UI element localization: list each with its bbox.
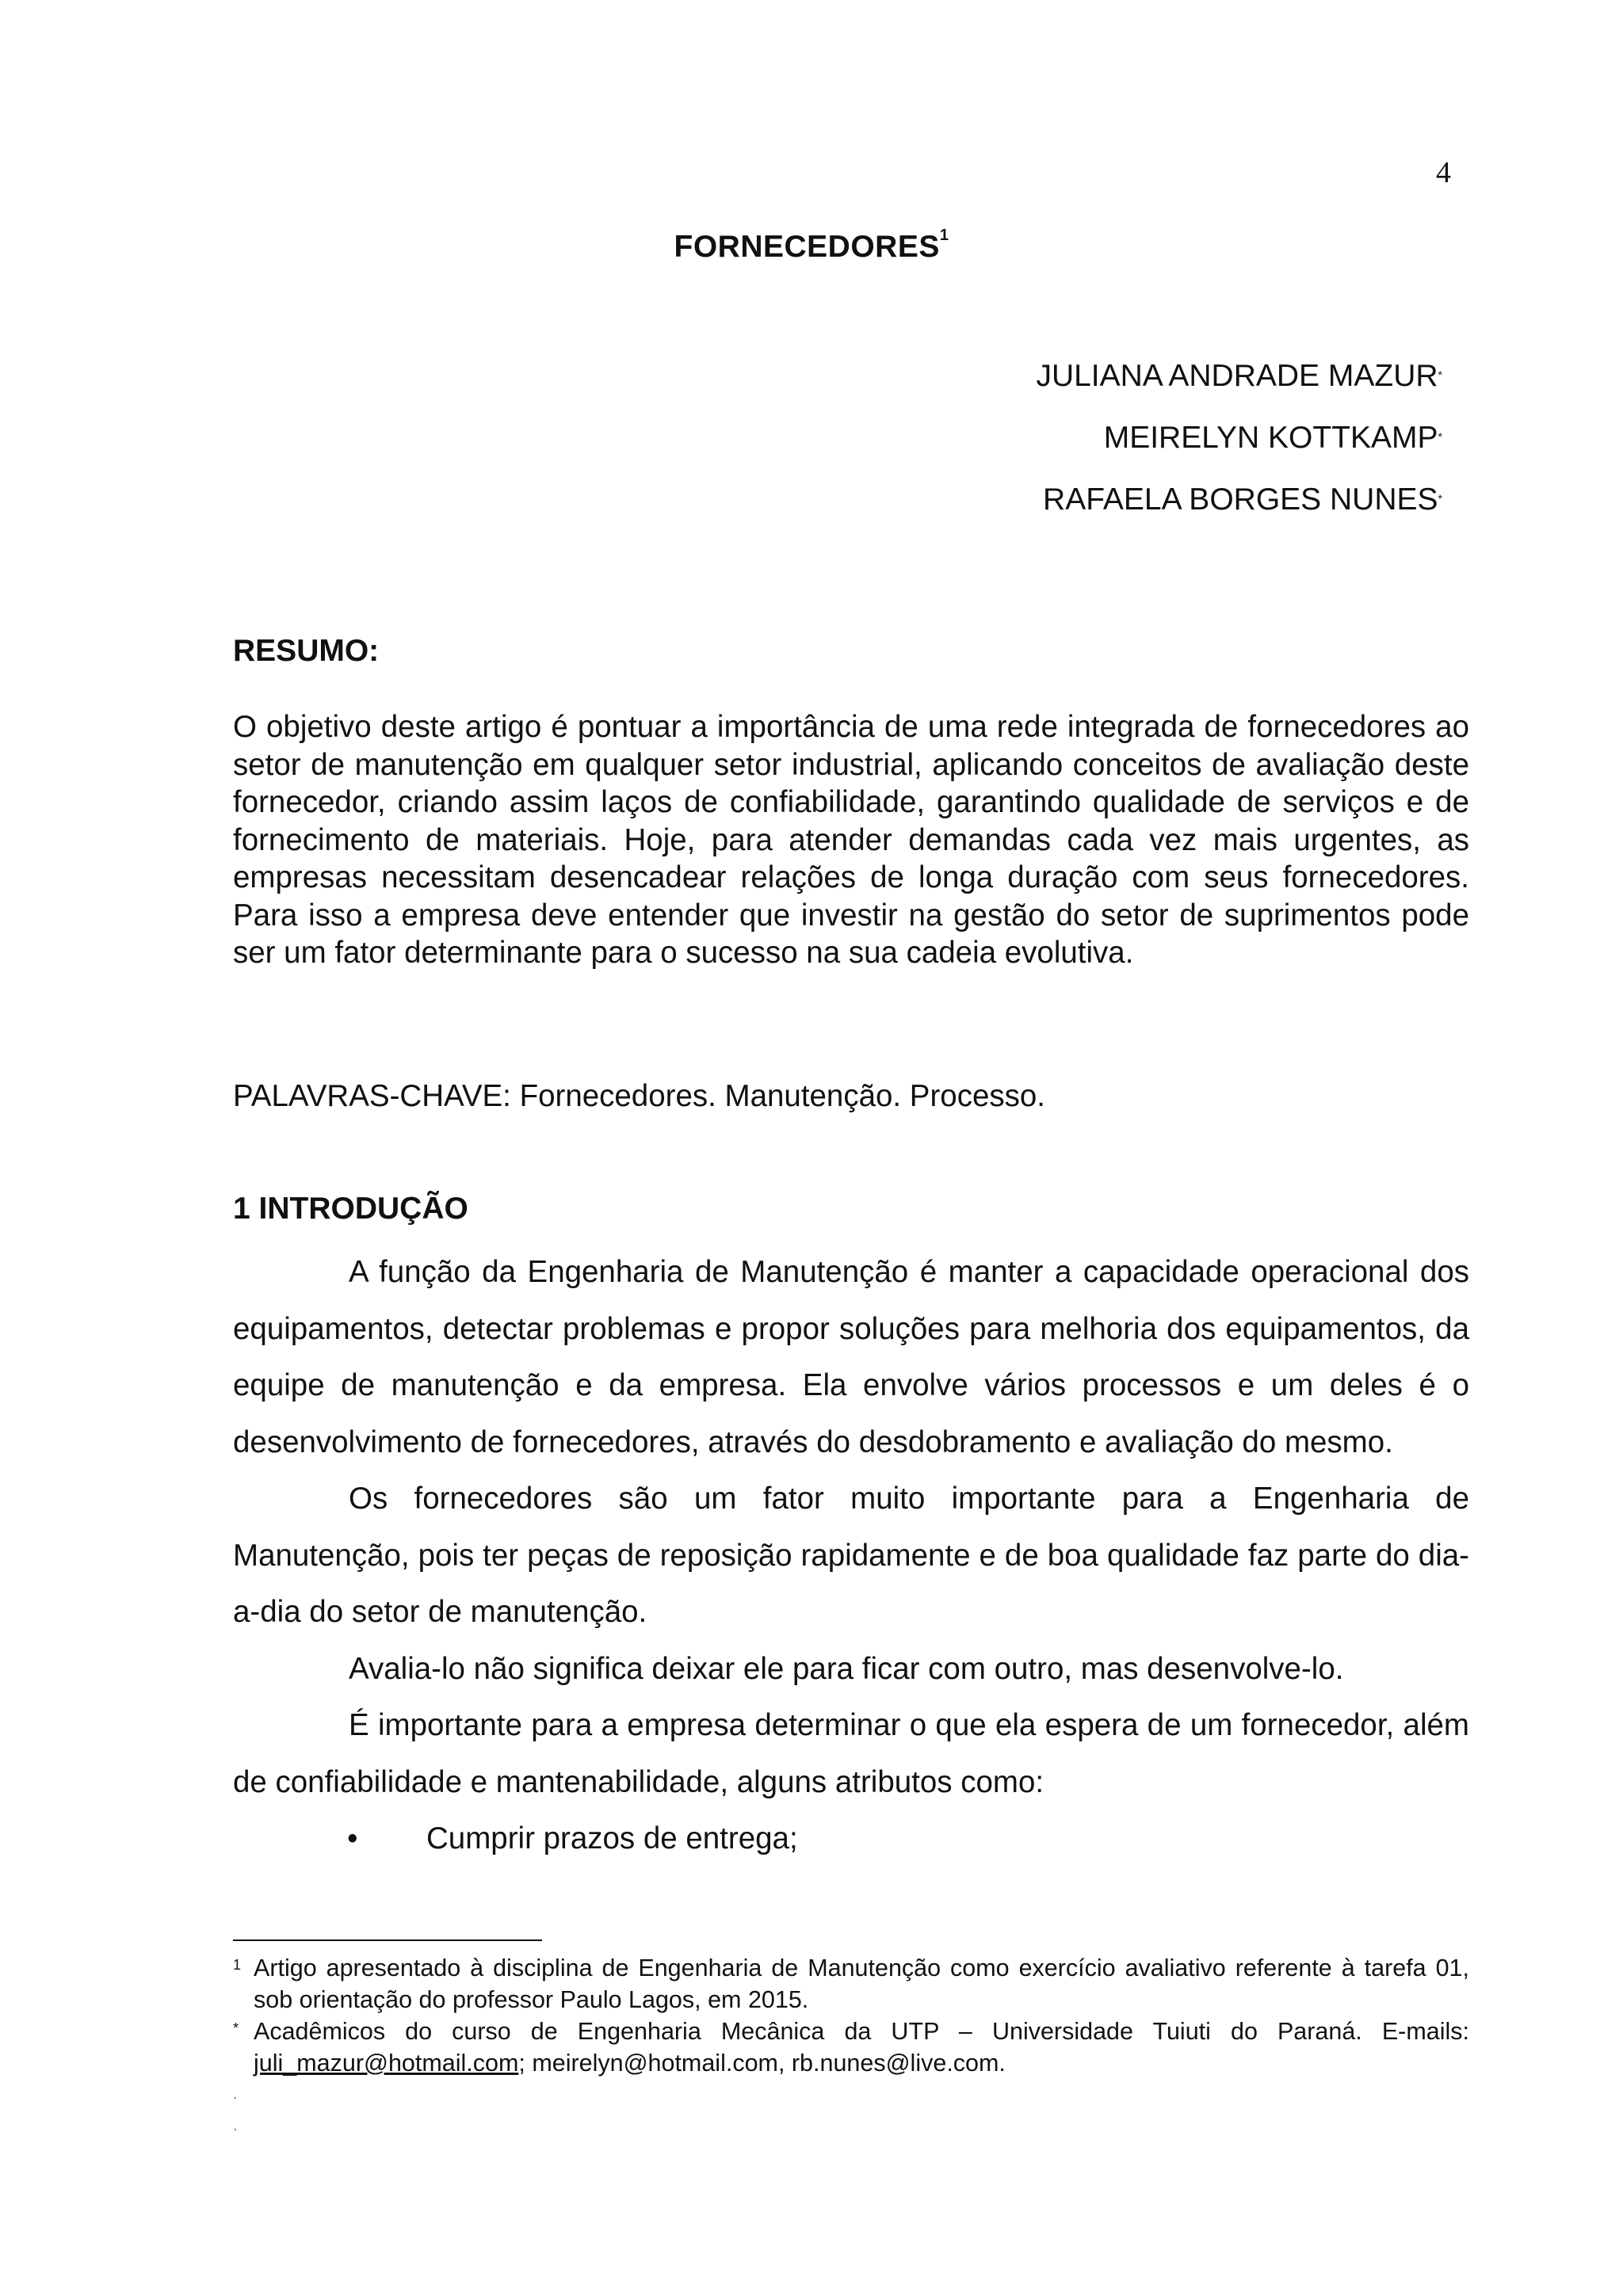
footnote <box>233 2016 1469 2079</box>
author-name: JULIANA ANDRADE MAZUR <box>1036 359 1438 393</box>
page-number: 4 <box>1436 156 1451 189</box>
title-footnote-marker: 1 <box>939 227 949 244</box>
author-list <box>1036 345 1442 531</box>
footnote <box>233 1952 1469 2016</box>
introduction-heading: 1 INTRODUÇÃO <box>233 1192 468 1226</box>
footnote-text: Acadêmicos do curso de Engenharia Mecânica da UTP – Universidade Tuiuti do Paraná. E-mails: <box>254 2018 1469 2045</box>
email-link[interactable]: juli_mazur@hotmail.com <box>254 2050 519 2077</box>
body-paragraph: A função da Engenharia de Manutenção é manter a capacidade operacional dos equipamentos, detectar problemas e propor soluções para melhoria dos equipamentos, da equipe de manutenção e da empresa. Ela envolve vários processos e um deles é o desenvolvimento de fornecedores, através do desdobramento e avaliação do mesmo. <box>233 1255 1469 1459</box>
keywords: PALAVRAS-CHAVE: Fornecedores. Manutenção. Processo. <box>233 1079 1045 1113</box>
footnote-rule <box>233 1939 542 1941</box>
bullet-item <box>233 1810 1469 1867</box>
author-marker: * <box>1438 368 1442 381</box>
bullet-dot: • <box>347 1821 358 1855</box>
footnote-marker: * <box>233 2020 239 2036</box>
footnote-text: Artigo apresentado à disciplina de Engenharia de Manutenção como exercício avaliativo referente à tarefa 01, sob orientação do professor Paulo Lagos, em 2015. <box>254 1955 1469 2013</box>
author-line <box>1036 407 1442 469</box>
author-line <box>1036 345 1442 407</box>
author-name: RAFAELA BORGES NUNES <box>1043 482 1438 517</box>
body-paragraph: Os fornecedores são um fator muito importante para a Engenharia de Manutenção, pois ter peças de reposição rapidamente e de boa qualidade faz parte do dia-a-dia do setor de manutenção. <box>233 1482 1469 1629</box>
page-title-text: FORNECEDORES <box>674 230 940 264</box>
abstract-text: O objetivo deste artigo é pontuar a importância de uma rede integrada de fornecedores ao setor de manutenção em qualquer setor industrial, aplicando conceitos de avaliação deste fornecedor, criando assim laços de confiabilidade, garantindo qualidade de serviços e de fornecimento de materiais. Hoje, para atender demandas cada vez mais urgentes, as empresas necessitam desencadear relações de longa duração com seus fornecedores. Para isso a empresa deve entender que investir na gestão do setor de suprimentos pode ser um fator determinante para o sucesso na sua cadeia evolutiva. <box>233 710 1469 970</box>
footnote-marker: 1 <box>233 1957 242 1973</box>
body-paragraph: Avalia-lo não significa deixar ele para ficar com outro, mas desenvolve-lo. <box>349 1651 1344 1686</box>
author-name: MEIRELYN KOTTKAMP <box>1103 421 1438 455</box>
stray-mark: . <box>233 2117 238 2134</box>
footnotes <box>233 1952 1469 2079</box>
author-marker: * <box>1438 492 1442 505</box>
footnote-text-rest: ; meirelyn@hotmail.com, rb.nunes@live.com. <box>518 2050 1006 2077</box>
author-marker: * <box>1438 430 1442 443</box>
stray-mark: . <box>233 2085 238 2103</box>
introduction-body <box>233 1244 1469 1867</box>
author-line <box>1036 469 1442 531</box>
bullet-text: Cumprir prazos de entrega; <box>426 1821 798 1855</box>
body-paragraph: É importante para a empresa determinar o que ela espera de um fornecedor, além de confiabilidade e mantenabilidade, alguns atributos como: <box>233 1708 1469 1799</box>
page-title <box>0 227 1623 265</box>
abstract-label: RESUMO: <box>233 634 380 668</box>
